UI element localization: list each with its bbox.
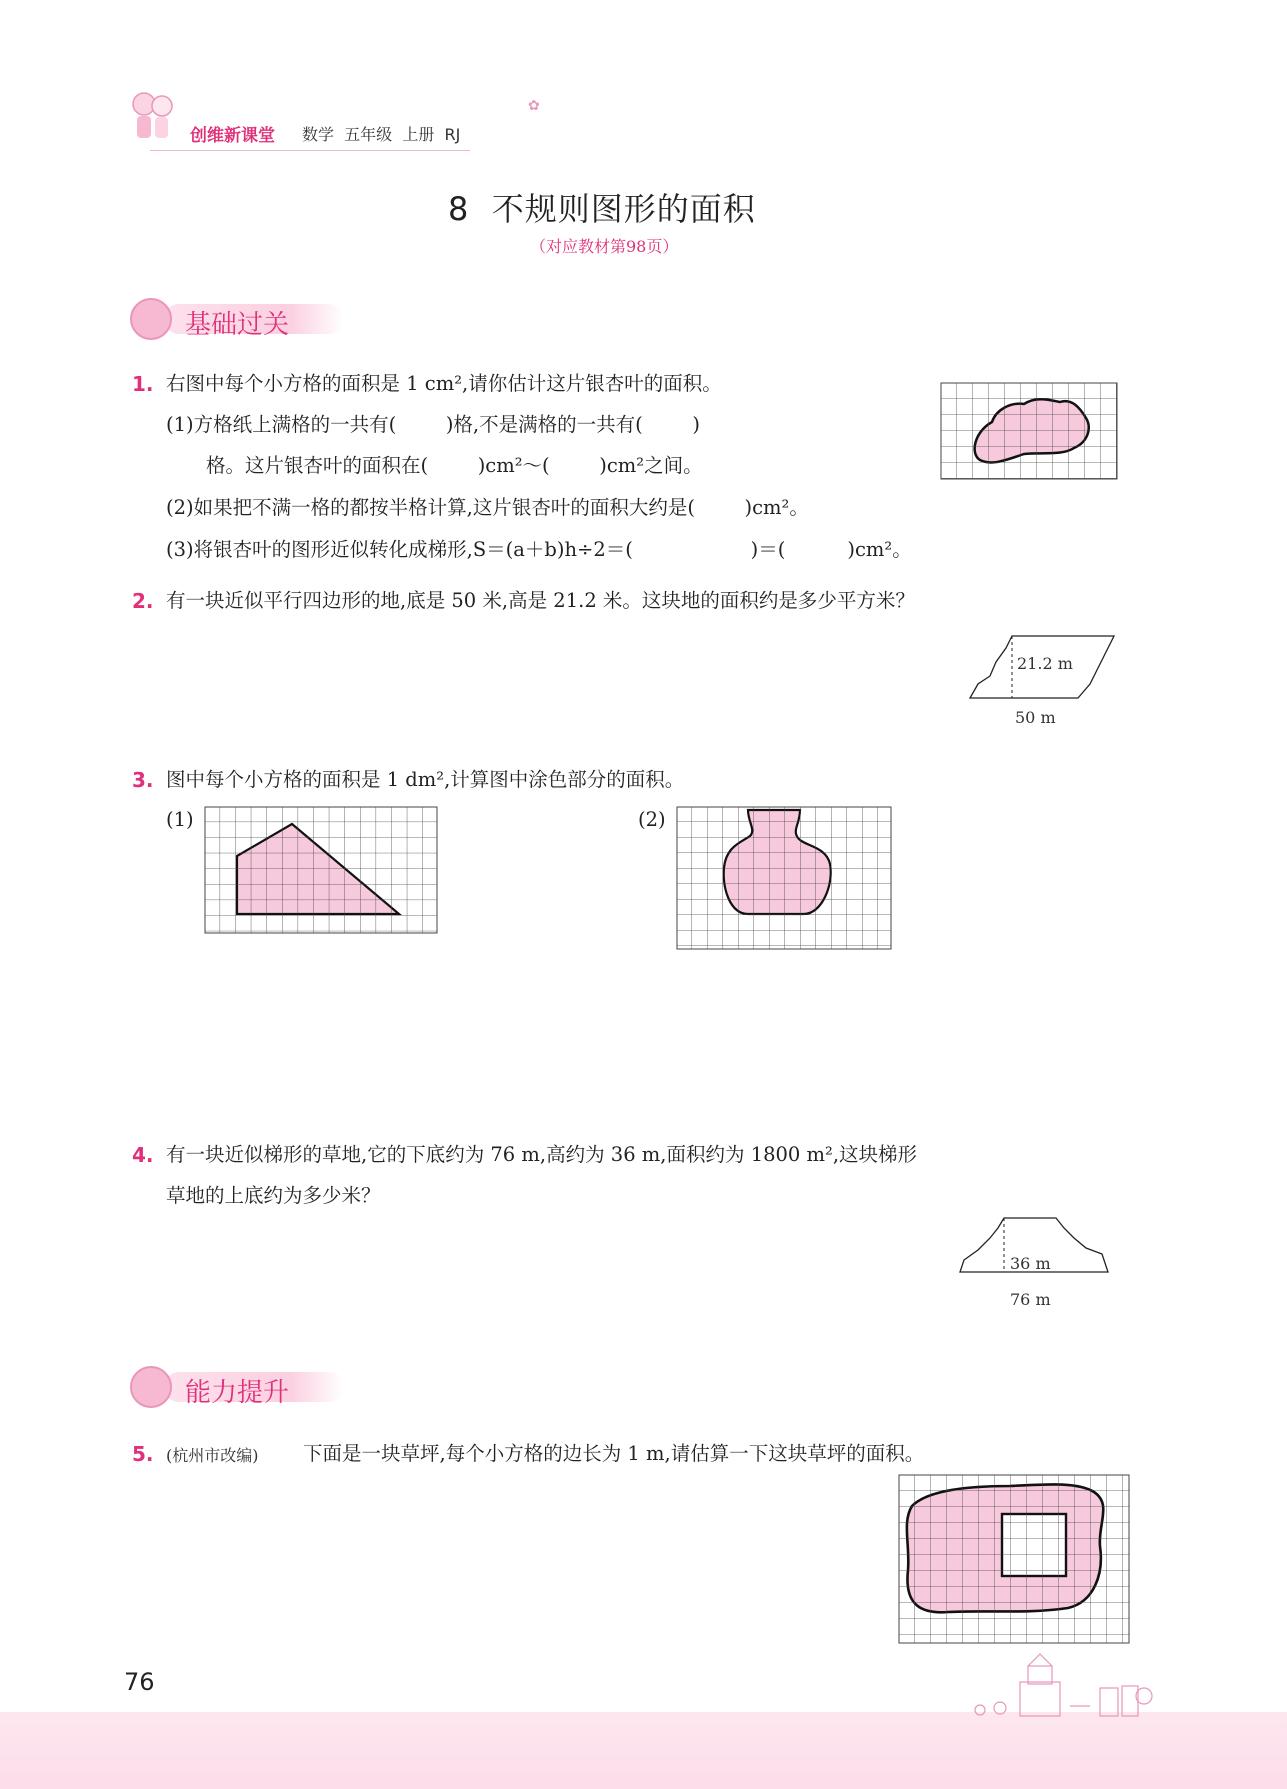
- section-banner-advanced: [130, 1366, 350, 1406]
- q3-grid-trapezoid: [204, 806, 438, 938]
- question-stem: 右图中每个小方格的面积是 1 cm²,请你估计这片银杏叶的面积。: [166, 372, 722, 395]
- q3-sub-label-2: (2): [638, 808, 666, 831]
- page-title: 8 不规则图形的面积: [448, 190, 756, 228]
- header-sparkle-icon: ✿: [528, 98, 540, 114]
- q4-height-label: 36 m: [1010, 1254, 1051, 1273]
- header-book-info: 数学 五年级 上册 RJ: [302, 125, 461, 144]
- q1-part1-line2: 格。这片银杏叶的面积在( )cm²～( )cm²之间。: [206, 454, 703, 477]
- question-stem: 有一块近似梯形的草地,它的下底约为 76 m,高约为 36 m,面积约为 1800 m²,这块梯形: [166, 1143, 918, 1166]
- q3-grid-vase: [676, 806, 892, 954]
- question-stem: 下面是一块草坪,每个小方格的边长为 1 m,请估算一下这块草坪的面积。: [303, 1442, 925, 1465]
- q3-sub-label-1: (1): [166, 808, 194, 831]
- section-title-basic: 基础过关: [185, 310, 290, 340]
- castle-decoration-icon: [950, 1652, 1160, 1722]
- mascot-icon: [130, 298, 172, 340]
- page-subtitle: （对应教材第98页）: [530, 237, 679, 256]
- q2-base-label: 50 m: [1015, 708, 1056, 727]
- question-source: (杭州市改编): [166, 1446, 259, 1465]
- header-mascot: [128, 88, 176, 148]
- q1-part2: (2)如果把不满一格的都按半格计算,这片银杏叶的面积大约是( )cm²。: [166, 496, 809, 519]
- question-number: 3.: [132, 768, 154, 792]
- page-number: 76: [124, 1668, 155, 1696]
- header-brand: 创维新课堂: [190, 126, 275, 146]
- q2-height-label: 21.2 m: [1017, 654, 1073, 673]
- section-banner-basic: [130, 298, 350, 338]
- question-number: 4.: [132, 1143, 154, 1167]
- ginkgo-leaf-grid: [940, 382, 1120, 484]
- question-number: 1.: [132, 372, 154, 396]
- lawn-grid: [898, 1474, 1130, 1648]
- mascot-icon: [130, 1366, 172, 1408]
- question-stem: 图中每个小方格的面积是 1 dm²,计算图中涂色部分的面积。: [166, 768, 685, 791]
- footer-band: [0, 1712, 1287, 1789]
- question-stem: 有一块近似平行四边形的地,底是 50 米,高是 21.2 米。这块地的面积约是多少平方米？: [166, 589, 915, 612]
- question-stem-cont: 草地的上底约为多少米？: [166, 1184, 381, 1207]
- q1-part3: (3)将银杏叶的图形近似转化成梯形,S＝(a＋b)h÷2＝( )＝( )cm²。: [166, 538, 912, 561]
- q1-part1-line1: (1)方格纸上满格的一共有( )格,不是满格的一共有( ): [166, 413, 700, 436]
- header-divider: [150, 150, 470, 151]
- question-number: 5.: [132, 1442, 154, 1466]
- section-title-advanced: 能力提升: [185, 1378, 290, 1408]
- q4-base-label: 76 m: [1010, 1290, 1051, 1309]
- question-number: 2.: [132, 589, 154, 613]
